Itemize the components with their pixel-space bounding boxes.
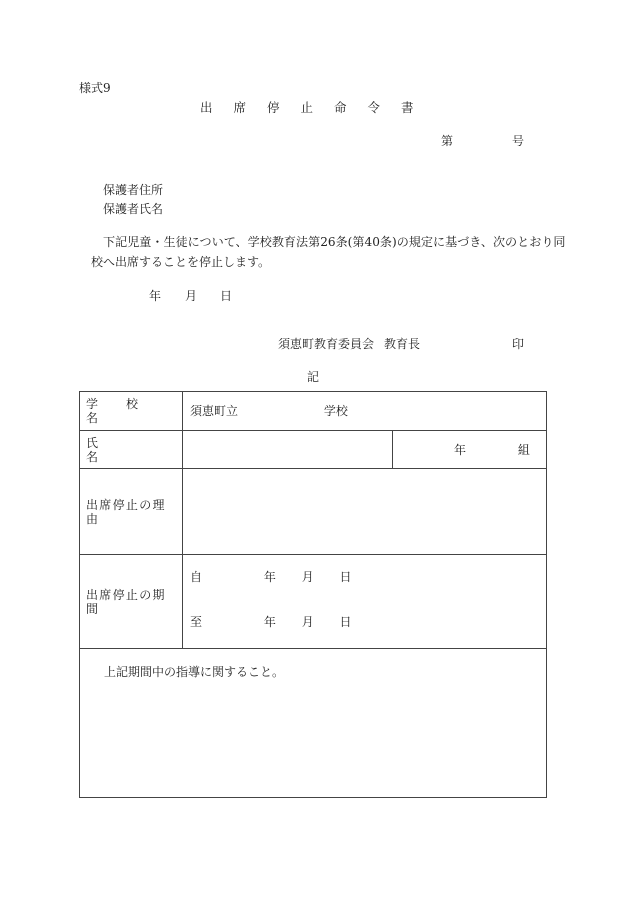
form-id: 様式9	[79, 81, 111, 95]
row-guidance	[80, 649, 547, 798]
ki-heading: 記	[307, 370, 320, 384]
period-to-year: 年	[263, 615, 276, 629]
name-label-cell	[80, 431, 183, 469]
period-from-line	[190, 570, 546, 598]
school-prefix: 須恵町立	[190, 404, 239, 418]
period-value-cell[interactable]	[183, 555, 547, 649]
date-year: 年	[149, 289, 162, 303]
number-suffix: 号	[512, 134, 525, 148]
name-value-cell[interactable]	[183, 431, 393, 469]
reason-value-cell[interactable]	[183, 469, 547, 555]
guidance-text: 上記期間中の指導に関すること。	[104, 665, 285, 679]
period-from-year: 年	[263, 570, 276, 584]
school-suffix: 学校	[323, 404, 348, 418]
reason-label: 出席停止の理由	[86, 497, 166, 526]
row-name	[80, 431, 547, 469]
reason-label-cell	[80, 469, 183, 555]
guidance-cell[interactable]	[80, 649, 547, 798]
body-text-line2: 校へ出席することを停止します。	[91, 255, 271, 269]
period-from: 自	[190, 570, 203, 584]
grade-class-cell[interactable]	[393, 431, 547, 469]
period-to-line	[190, 615, 546, 633]
issuer-role: 教育長	[384, 337, 421, 351]
date-day: 日	[220, 289, 233, 303]
row-school	[80, 392, 547, 431]
body-text-line1: 下記児童・生徒について、学校教育法第26条(第40条)の規定に基づき、次のとおり同	[103, 235, 566, 249]
period-label-cell	[80, 555, 183, 649]
row-reason	[80, 469, 547, 555]
school-label-cell	[80, 392, 183, 431]
period-to-day: 日	[339, 615, 352, 629]
class-label: 組	[517, 442, 530, 457]
guardian-name-label: 保護者氏名	[103, 202, 164, 216]
period-from-day: 日	[339, 570, 352, 584]
period-label: 出席停止の期間	[86, 587, 166, 616]
school-label	[86, 397, 172, 425]
school-label-text: 学校名	[86, 397, 167, 425]
period-to-month: 月	[301, 615, 314, 629]
school-value-cell[interactable]	[183, 392, 547, 431]
form-table	[79, 391, 547, 798]
document-title: 出席停止命令書	[200, 100, 435, 115]
period-to: 至	[190, 615, 203, 629]
date-month: 月	[185, 289, 198, 303]
period-from-month: 月	[301, 570, 314, 584]
issuer-org: 須恵町教育委員会	[278, 337, 375, 351]
grade-label: 年	[454, 442, 467, 457]
guardian-address-label: 保護者住所	[103, 183, 164, 197]
number-prefix: 第	[441, 134, 454, 148]
row-period	[80, 555, 547, 649]
name-label: 氏名	[86, 435, 166, 464]
seal-mark: 印	[512, 337, 525, 351]
